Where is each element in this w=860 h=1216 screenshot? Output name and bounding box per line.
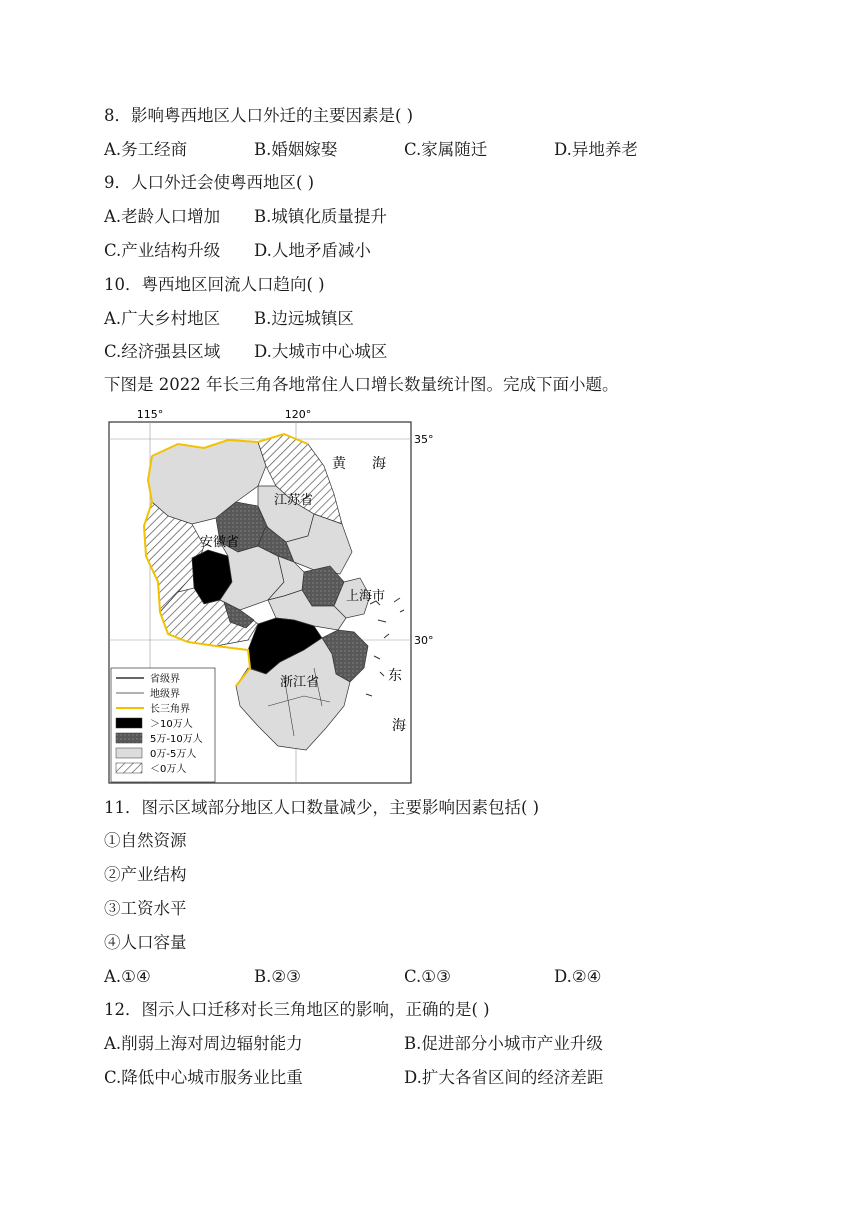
q8-stem: 8．影响粤西地区人口外迁的主要因素是( ) <box>104 106 414 125</box>
label-shanghai: 上海市 <box>346 589 386 604</box>
q8-option-b: B.婚姻嫁娶 <box>254 140 338 159</box>
label-yellow-sea-2: 海 <box>372 456 386 472</box>
lon-label-120: 120° <box>284 408 312 421</box>
q12-option-c: C.降低中心城市服务业比重 <box>104 1068 303 1087</box>
map-legend <box>111 668 215 782</box>
legend-class-1: ＞10万人 <box>150 719 193 730</box>
intro-text: 下图是 2022 年长三角各地常住人口增长数量统计图。完成下面小题。 <box>104 375 619 394</box>
lat-label-35: 35° <box>414 433 434 446</box>
q12-option-a: A.削弱上海对周边辐射能力 <box>104 1034 303 1053</box>
q10-option-d: D.大城市中心城区 <box>254 342 388 361</box>
q10-option-b: B.边远城镇区 <box>254 309 354 328</box>
q11-item-1: ①自然资源 <box>104 831 187 850</box>
population-growth-map <box>108 406 434 784</box>
q11-option-a: A.①④ <box>104 967 151 986</box>
q8-option-c: C.家属随迁 <box>404 140 488 159</box>
q11-option-c: C.①③ <box>404 967 451 986</box>
q9-option-d: D.人地矛盾减小 <box>254 241 371 260</box>
label-east-sea-2: 海 <box>392 718 406 734</box>
legend-class-2: 5万-10万人 <box>150 734 203 745</box>
legend-prefecture-border: 地级界 <box>150 689 180 700</box>
q8-option-d: D.异地养老 <box>554 140 638 159</box>
q11-item-3: ③工资水平 <box>104 899 187 918</box>
q9-option-c: C.产业结构升级 <box>104 241 221 260</box>
lon-label-115: 115° <box>136 408 164 421</box>
label-jiangsu: 江苏省 <box>274 493 314 508</box>
q12-option-b: B.促进部分小城市产业升级 <box>404 1034 603 1053</box>
label-east-sea-1: 东 <box>388 668 402 684</box>
q12-stem: 12．图示人口迁移对长三角地区的影响，正确的是( ) <box>104 1000 490 1019</box>
q12-option-d: D.扩大各省区间的经济差距 <box>404 1068 604 1087</box>
q11-item-2: ②产业结构 <box>104 865 187 884</box>
legend-class-3: 0万-5万人 <box>150 749 197 760</box>
label-anhui: 安徽省 <box>200 535 240 550</box>
label-yellow-sea-1: 黄 <box>332 456 346 472</box>
q9-option-b: B.城镇化质量提升 <box>254 207 387 226</box>
legend-province-border: 省级界 <box>150 674 180 685</box>
legend-yrd-border: 长三角界 <box>150 704 190 715</box>
label-zhejiang: 浙江省 <box>280 675 320 690</box>
lat-label-30: 30° <box>414 634 434 647</box>
q11-stem: 11．图示区域部分地区人口数量减少，主要影响因素包括( ) <box>104 798 540 817</box>
q9-stem: 9．人口外迁会使粤西地区( ) <box>104 173 315 192</box>
q11-option-b: B.②③ <box>254 967 301 986</box>
q11-item-4: ④人口容量 <box>104 933 187 952</box>
q11-option-d: D.②④ <box>554 967 602 986</box>
q10-stem: 10．粤西地区回流人口趋向( ) <box>104 275 325 294</box>
q10-option-c: C.经济强县区域 <box>104 342 221 361</box>
q9-option-a: A.老龄人口增加 <box>104 207 221 226</box>
q10-option-a: A.广大乡村地区 <box>104 309 221 328</box>
q8-option-a: A.务工经商 <box>104 140 188 159</box>
legend-class-4: ＜0万人 <box>150 764 187 775</box>
